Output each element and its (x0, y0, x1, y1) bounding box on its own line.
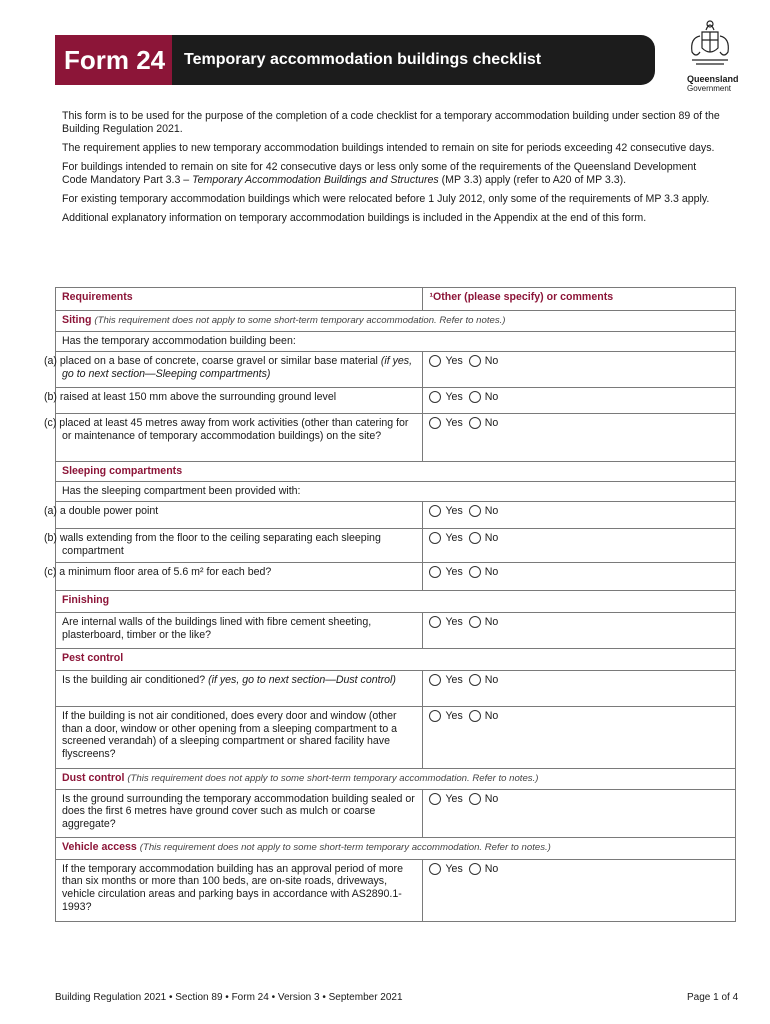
yes-option[interactable]: Yes (429, 674, 462, 687)
yes-option[interactable]: Yes (429, 793, 462, 806)
answer-cell (423, 413, 736, 461)
answer-cell (423, 562, 736, 590)
yes-option[interactable]: Yes (429, 417, 462, 430)
section-dust-control: Dust control (This requirement does not apply to some short-term temporary accommodation. Refer to notes.) (56, 768, 736, 789)
queensland-government-logo (680, 18, 742, 94)
no-radio[interactable] (469, 674, 481, 686)
intro-paragraph: For buildings intended to remain on site for 42 consecutive days or less only some of the requirements of the Queensland Development Code Mandatory Part 3.3 – Temporary Accommodation Buildings and Structures (MP 3.3) apply (refer to A20 of MP 3.3). (62, 161, 697, 186)
yes-radio[interactable] (429, 391, 441, 403)
coat-of-arms-icon (686, 18, 734, 70)
yes-option[interactable]: Yes (429, 505, 462, 518)
answer-cell (423, 501, 736, 528)
question-dust: Is the ground surrounding the temporary accommodation building sealed or does the first 6 metres have ground cover such as mulch or coarse aggregate? (56, 789, 423, 837)
intro-paragraph: For existing temporary accommodation buildings which were relocated before 1 July 2012, only some of the requirements of MP 3.3 apply. (62, 193, 710, 205)
question-finishing: Are internal walls of the buildings lined with fibre cement sheeting, plasterboard, timber or the like? (56, 612, 423, 648)
intro-paragraph: This form is to be used for the purpose of the completion of a code checklist for a temporary accommodation building under section 89 of the Building Regulation 2021. (62, 110, 720, 135)
no-option[interactable]: No (469, 532, 499, 545)
yes-option[interactable]: Yes (429, 355, 462, 368)
page-number: Page 1 of 4 (687, 992, 739, 1003)
no-radio[interactable] (469, 566, 481, 578)
yes-radio[interactable] (429, 863, 441, 875)
intro-paragraph: The requirement applies to new temporary accommodation buildings intended to remain on site for periods exceeding 42 consecutive days. (62, 142, 715, 154)
section-vehicle-access: Vehicle access (This requirement does not apply to some short-term temporary accommodation. Refer to notes.) (56, 837, 736, 859)
no-option[interactable]: No (469, 674, 499, 687)
no-option[interactable]: No (469, 710, 499, 723)
no-radio[interactable] (469, 355, 481, 367)
yes-option[interactable]: Yes (429, 616, 462, 629)
no-option[interactable]: No (469, 566, 499, 579)
question-sleeping-c: (c) a minimum floor area of 5.6 m² for each bed? (56, 562, 423, 590)
question-siting-a: (a) placed on a base of concrete, coarse gravel or similar base material (if yes, go to next section—Sleeping compartments) (56, 351, 423, 387)
column-header-requirements: Requirements (56, 288, 423, 311)
yes-option[interactable]: Yes (429, 391, 462, 404)
section-sleeping-compartments: Sleeping compartments (56, 461, 736, 481)
answer-cell (423, 789, 736, 837)
yes-radio[interactable] (429, 355, 441, 367)
form-title: Temporary accommodation buildings checklist (172, 35, 655, 85)
no-option[interactable]: No (469, 505, 499, 518)
answer-cell (423, 387, 736, 413)
no-option[interactable]: No (469, 863, 499, 876)
yes-option[interactable]: Yes (429, 532, 462, 545)
question-lead: Has the sleeping compartment been provided with: (56, 481, 736, 501)
section-siting: Siting (This requirement does not apply to some short-term temporary accommodation. Refer to notes.) (56, 311, 736, 332)
question-pest-1: Is the building air conditioned? (if yes, go to next section—Dust control) (56, 670, 423, 706)
answer-cell (423, 859, 736, 921)
form-header (55, 35, 655, 85)
yes-radio[interactable] (429, 417, 441, 429)
no-radio[interactable] (469, 532, 481, 544)
answer-cell (423, 612, 736, 648)
logo-text-government: Government (687, 84, 732, 93)
question-siting-b: (b) raised at least 150 mm above the surrounding ground level (56, 387, 423, 413)
question-lead: Has the temporary accommodation building been: (56, 331, 736, 351)
question-vehicle: If the temporary accommodation building has an approval period of more than six months or more than 100 beds, are on-site roads, driveways, vehicle circulation areas and parking bays in accordance with AS2890.1-1993? (56, 859, 423, 921)
question-sleeping-a: (a) a double power point (56, 501, 423, 528)
yes-option[interactable]: Yes (429, 710, 462, 723)
section-pest-control: Pest control (56, 648, 736, 670)
no-radio[interactable] (469, 391, 481, 403)
yes-option[interactable]: Yes (429, 566, 462, 579)
no-radio[interactable] (469, 616, 481, 628)
checklist-table (44, 287, 736, 922)
yes-radio[interactable] (429, 793, 441, 805)
yes-radio[interactable] (429, 710, 441, 722)
yes-radio[interactable] (429, 674, 441, 686)
question-pest-2: If the building is not air conditioned, does every door and window (other than a door, window or other opening from a sleeping compartment to a screened verandah) of a sleeping compartment or shared facility have flyscreens? (56, 706, 423, 768)
no-radio[interactable] (469, 710, 481, 722)
section-finishing: Finishing (56, 590, 736, 612)
question-sleeping-b: (b) walls extending from the floor to the ceiling separating each sleeping compartment (56, 528, 423, 562)
no-option[interactable]: No (469, 417, 499, 430)
yes-option[interactable]: Yes (429, 863, 462, 876)
answer-cell (423, 670, 736, 706)
no-option[interactable]: No (469, 616, 499, 629)
answer-cell (423, 351, 736, 387)
question-siting-c: (c) placed at least 45 metres away from work activities (other than catering for or maintenance of temporary accommodation buildings) on the site? (56, 413, 423, 461)
no-radio[interactable] (469, 505, 481, 517)
footer-info: Building Regulation 2021 • Section 89 • Form 24 • Version 3 • September 2021 (55, 992, 403, 1003)
no-radio[interactable] (469, 417, 481, 429)
intro-text (62, 110, 722, 231)
column-header-other: ¹Other (please specify) or comments (423, 288, 736, 311)
form-number: Form 24 (55, 35, 172, 85)
no-option[interactable]: No (469, 793, 499, 806)
logo-text-queensland: Queensland (687, 74, 739, 84)
yes-radio[interactable] (429, 532, 441, 544)
answer-cell (423, 528, 736, 562)
no-radio[interactable] (469, 793, 481, 805)
yes-radio[interactable] (429, 566, 441, 578)
answer-cell (423, 706, 736, 768)
no-option[interactable]: No (469, 355, 499, 368)
no-option[interactable]: No (469, 391, 499, 404)
yes-radio[interactable] (429, 505, 441, 517)
intro-paragraph: Additional explanatory information on temporary accommodation buildings is included in the Appendix at the end of this form. (62, 212, 647, 224)
yes-radio[interactable] (429, 616, 441, 628)
no-radio[interactable] (469, 863, 481, 875)
